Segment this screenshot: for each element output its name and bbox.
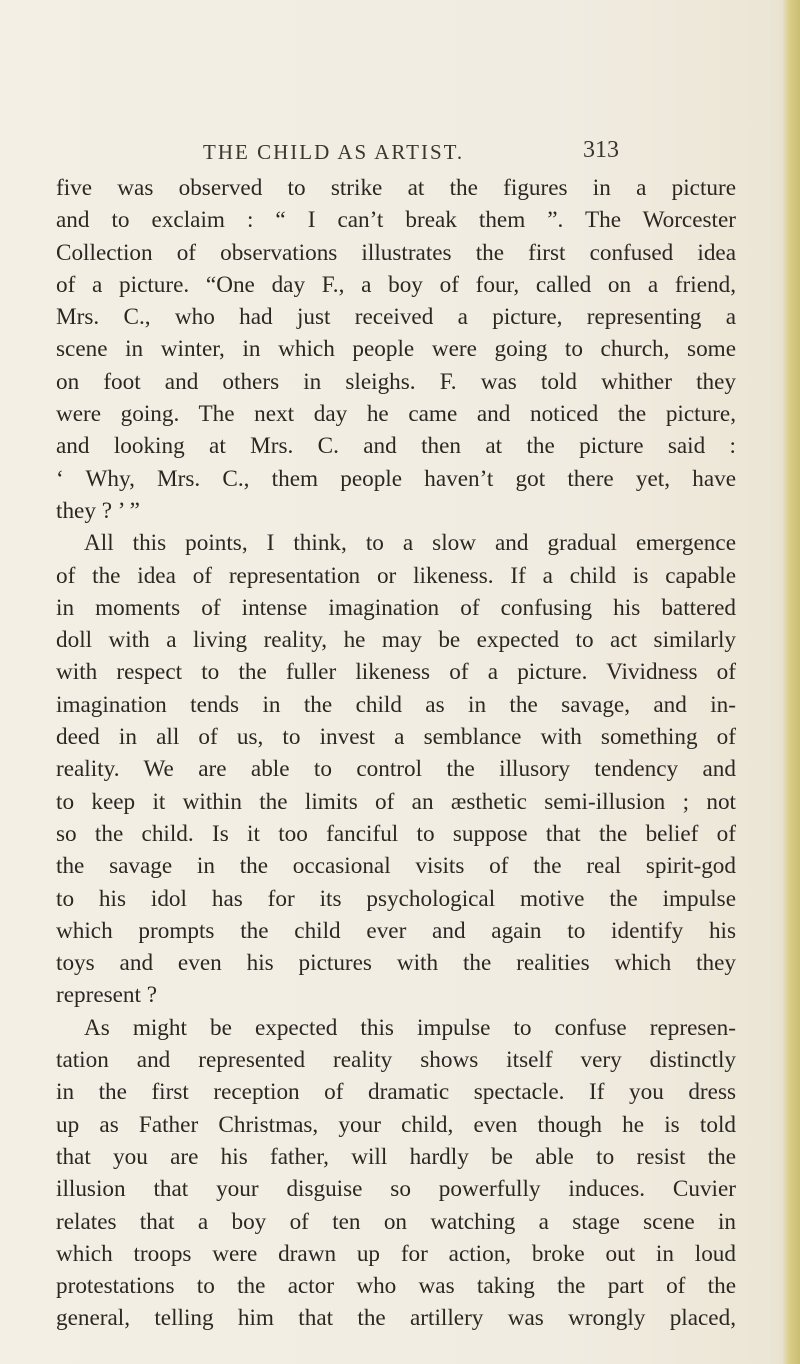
text-line: reality. We are able to control the illusory tendency and (56, 756, 736, 783)
text-line: ‘ Why, Mrs. C., them people haven’t got there yet, have (56, 465, 736, 492)
text-line: All this points, I think, to a slow and gradual emergence (84, 530, 736, 557)
text-line: on foot and others in sleighs. F. was told whither they (56, 368, 736, 395)
page-header (203, 137, 643, 170)
text-line: illusion that your disguise so powerfully induces. Cuvier (56, 1176, 736, 1203)
text-line: deed in all of us, to invest a semblance with something of (56, 724, 736, 751)
text-line: so the child. Is it too fanciful to suppose that the belief of (56, 820, 736, 847)
text-line: the savage in the occasional visits of the real spirit-god (56, 853, 736, 880)
text-line: toys and even his pictures with the realities which they (56, 950, 736, 977)
text-line: As might be expected this impulse to confuse represen- (84, 1014, 736, 1041)
page-number: 313 (583, 137, 619, 163)
text-line: general, telling him that the artillery was wrongly placed, (56, 1305, 736, 1332)
running-head: THE CHILD AS ARTIST. (203, 140, 465, 164)
text-line: protestations to the actor who was taking the part of the (56, 1273, 736, 1300)
text-line: of the idea of representation or likeness. If a child is capable (56, 562, 736, 589)
text-line: scene in winter, in which people were going to church, some (56, 336, 736, 363)
text-line: which troops were drawn up for action, broke out in loud (56, 1240, 736, 1267)
text-line: in moments of intense imagination of confusing his battered (56, 594, 736, 621)
body-text (56, 172, 736, 1335)
text-line: tation and represented reality shows itself very distinctly (56, 1047, 736, 1074)
text-line: to his idol has for its psychological motive the impulse (56, 885, 736, 912)
text-line: and looking at Mrs. C. and then at the picture said : (56, 433, 736, 460)
text-line: represent ? (56, 982, 158, 1009)
text-line: they ? ’ ” (56, 497, 140, 524)
text-line: to keep it within the limits of an æsthetic semi-illusion ; not (56, 788, 736, 815)
text-line: which prompts the child ever and again to identify his (56, 917, 736, 944)
text-line: doll with a living reality, he may be expected to act similarly (56, 627, 736, 654)
text-line: imagination tends in the child as in the savage, and in- (56, 691, 736, 718)
text-line: that you are his father, will hardly be able to resist the (56, 1143, 736, 1170)
text-line: were going. The next day he came and noticed the picture, (56, 401, 736, 428)
text-line: of a picture. “One day F., a boy of four, called on a friend, (56, 271, 736, 298)
text-line: in the first reception of dramatic spectacle. If you dress (56, 1079, 736, 1106)
text-line: relates that a boy of ten on watching a stage scene in (56, 1208, 736, 1235)
text-line: Collection of observations illustrates the first confused idea (56, 239, 736, 266)
text-line: Mrs. C., who had just received a picture, representing a (56, 304, 736, 331)
page-edge (782, 0, 800, 1364)
text-line: five was observed to strike at the figures in a picture (56, 175, 736, 201)
text-line: up as Father Christmas, your child, even though he is told (56, 1111, 736, 1138)
text-line: and to exclaim : “ I can’t break them ”. The Worcester (56, 207, 736, 234)
text-line: with respect to the fuller likeness of a picture. Vividness of (56, 659, 736, 686)
